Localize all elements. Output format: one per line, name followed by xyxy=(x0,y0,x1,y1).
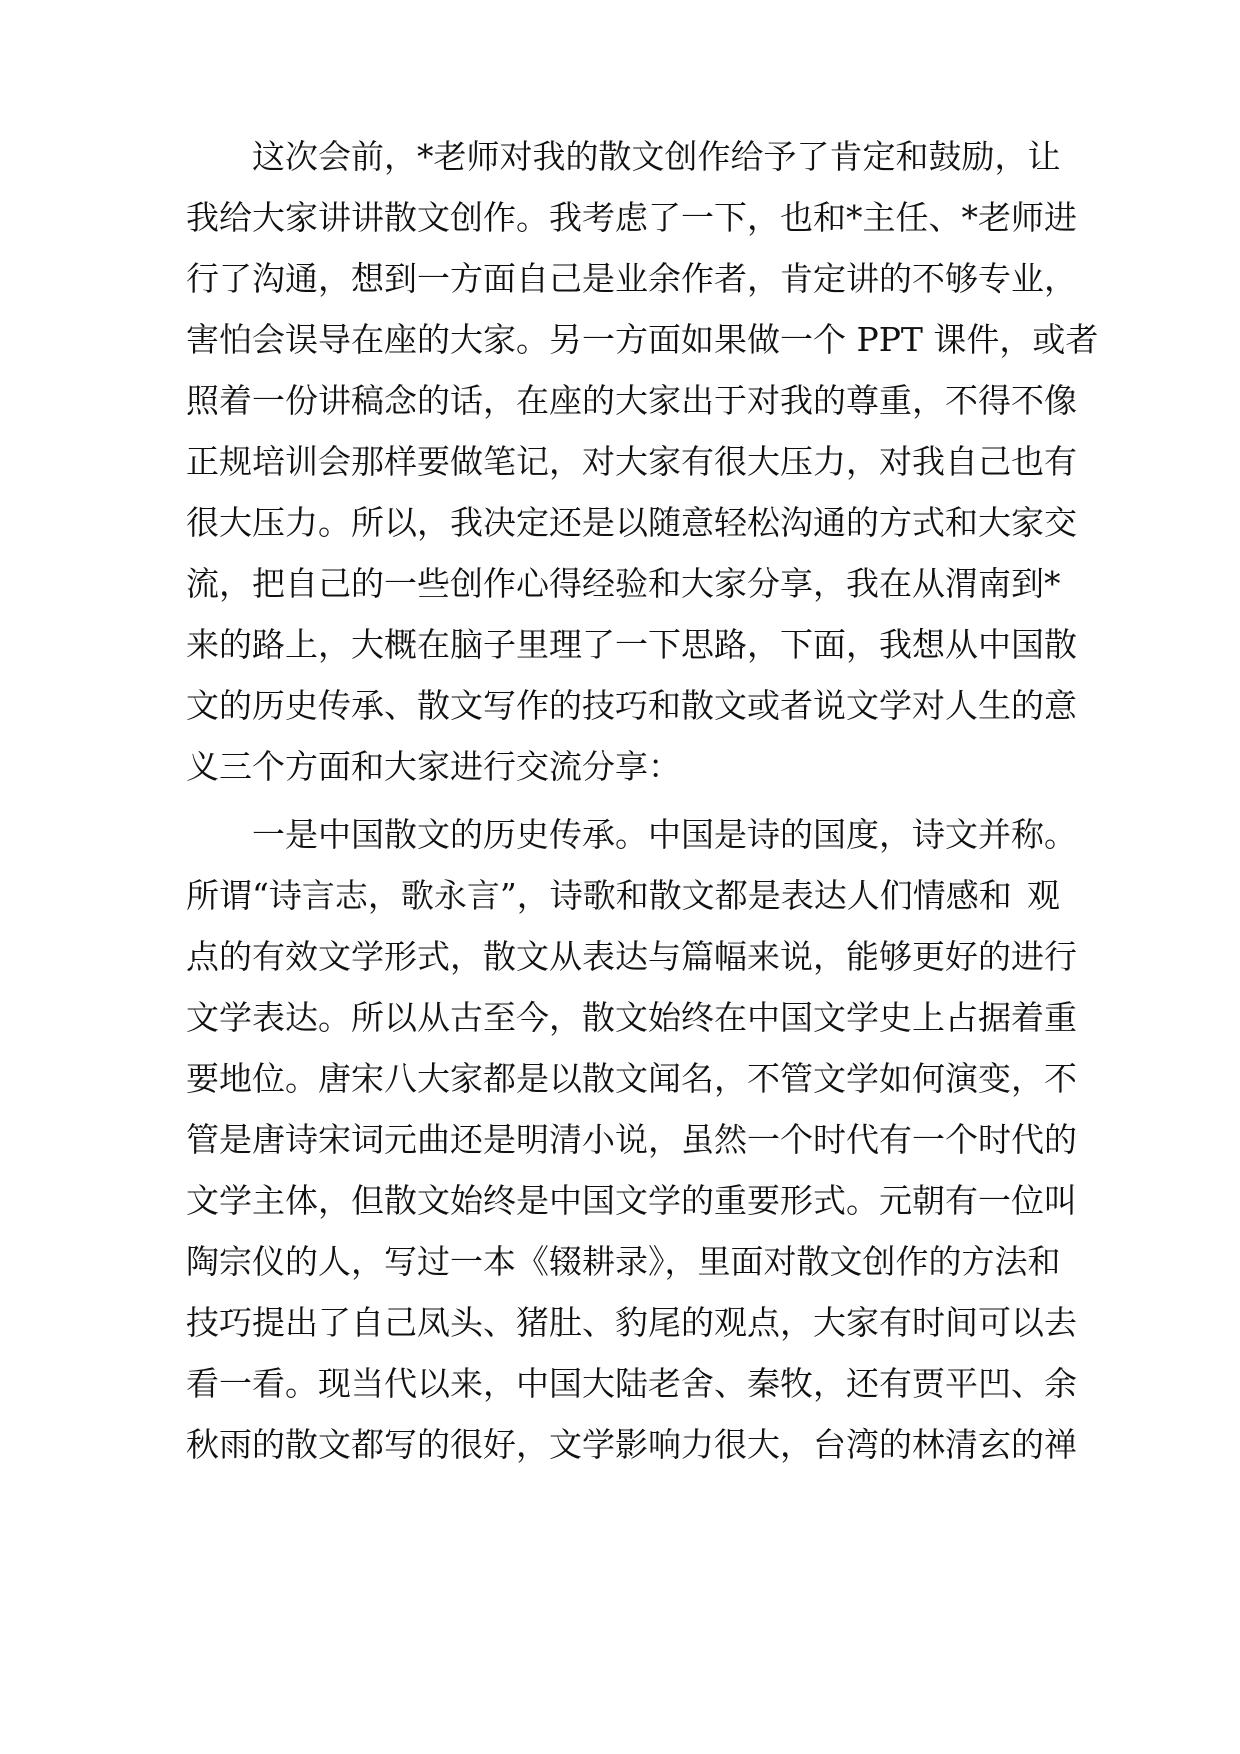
text-segment: 大家有时间可以去 xyxy=(813,1303,1077,1342)
text-segment: 文的历史传承、散文写作的技巧和散文或 xyxy=(186,686,780,725)
text-segment: 进行 xyxy=(1011,937,1077,976)
paragraph-1-line-3 xyxy=(186,257,1077,301)
text-segment: 文创作的方法和 xyxy=(829,1242,1061,1281)
paragraph-2-line-10 xyxy=(186,1362,1077,1406)
text-segment: 来的路上，大概在脑子里理了一下思路，下 xyxy=(186,625,813,664)
paragraph-2-line-9 xyxy=(186,1301,1077,1345)
paragraph-1-line-9 xyxy=(186,623,1077,667)
text-segment: 元朝有一位叫 xyxy=(879,1181,1077,1220)
paragraph-2-line-11 xyxy=(186,1423,1077,1467)
paragraph-1-line-7 xyxy=(186,501,1077,545)
paragraph-2-line-4 xyxy=(186,996,1077,1040)
paragraph-2-line-1 xyxy=(252,813,1077,857)
paragraph-1-line-4 xyxy=(186,318,1099,362)
paragraph-1-line-6 xyxy=(186,440,1077,484)
text-segment: 者说文学对人生的意 xyxy=(780,686,1077,725)
text-segment: 技巧提出了自己凤头、猪肚、豹尾的观点， xyxy=(186,1303,813,1342)
text-segment: 面，我想从中国散 xyxy=(813,625,1077,664)
text-segment: 不得不像 xyxy=(945,381,1077,420)
text-segment: 方式和大家交 xyxy=(879,503,1077,542)
text-segment: 管是唐诗宋词元曲还是明清小说，虽然一个时代有 xyxy=(186,1120,912,1159)
paragraph-1-line-10 xyxy=(186,684,1077,728)
text-segment: 据着重 xyxy=(978,998,1077,1037)
text-segment: 专业， xyxy=(978,259,1077,298)
text-segment: 文学表达。所以从古至今，散文始终在中国文学史上占 xyxy=(186,998,978,1037)
paragraph-2-line-3 xyxy=(186,935,1077,979)
text-segment: 要地位。唐宋八大家都是以散文闻名，不管文学如何 xyxy=(186,1059,945,1098)
text-segment: 演变，不 xyxy=(945,1059,1077,1098)
paragraph-1-line-8 xyxy=(186,562,1060,606)
paragraph-1-line-2 xyxy=(186,196,1077,240)
paragraph-2-line-6 xyxy=(186,1118,1077,1162)
text-segment: 一个时代的 xyxy=(912,1120,1077,1159)
text-segment: 看一看。现当代以来，中国大陆老舍、秦 xyxy=(186,1364,780,1403)
text-segment: 照着一份讲稿念的话，在座的大家出于对我的尊重， xyxy=(186,381,945,420)
text-segment: 牧，还有贾平凹、余 xyxy=(780,1364,1077,1403)
text-segment: 我在从渭南到* xyxy=(846,564,1061,603)
text-segment: 正规培训会那样要做笔记，对大家有很大压力，对 xyxy=(186,442,912,481)
text-segment: 陶宗仪的人，写过一本《辍耕录》，里面对散 xyxy=(186,1242,830,1281)
paragraph-2-line-2 xyxy=(186,874,1060,918)
text-segment: 害怕会误导在座的大家。另一方面如果做一个 PPT 课 xyxy=(186,320,967,359)
text-segment: 秋雨的散文都写的很好，文学影响力很 xyxy=(186,1425,747,1464)
text-segment: 所谓“诗言志，歌永言”，诗歌和散文都是表达人们情感和 xyxy=(186,876,1012,915)
text-segment: 师进 xyxy=(1011,198,1077,237)
paragraph-2-line-7 xyxy=(186,1179,1077,1223)
paragraph-1-line-5 xyxy=(186,379,1077,423)
text-segment: 我自己也有 xyxy=(912,442,1077,481)
text-segment: 让 xyxy=(1027,137,1061,176)
text-segment: 行了沟通，想到一方面自己是业余作者，肯定讲的不够 xyxy=(186,259,978,298)
text-segment: 点的有效文学形式，散文从表达与篇幅来说，能够更好的 xyxy=(186,937,1011,976)
text-segment: 流，把自己的一些创作心得经验和大家分享， xyxy=(186,564,846,603)
paragraph-2-line-8 xyxy=(186,1240,1060,1284)
text-segment: 大，台湾的林清玄的禅 xyxy=(747,1425,1077,1464)
text-segment: 文学主体，但散文始终是中国文学的重要形式。 xyxy=(186,1181,879,1220)
text-segment: 这次会前，*老师对我的散文创作给予了肯定和鼓励， xyxy=(252,137,1028,176)
text-segment: 我给大家讲讲散文创作。我考虑了一下，也和*主任、*老 xyxy=(186,198,1011,237)
text-segment: 观 xyxy=(1027,876,1060,915)
text-segment: 很大压力。所以，我决定还是以随意轻松沟通的 xyxy=(186,503,879,542)
text-segment: 一是中国散文的历史传承。中国是诗的国度，诗文并称。 xyxy=(252,815,1077,854)
text-segment: 件，或者 xyxy=(966,320,1099,359)
paragraph-1-line-11 xyxy=(186,745,1060,789)
paragraph-2-line-5 xyxy=(186,1057,1077,1101)
text-segment: 义三个方面和大家进行交流分享： xyxy=(186,747,681,786)
paragraph-1-line-1 xyxy=(252,135,1060,179)
